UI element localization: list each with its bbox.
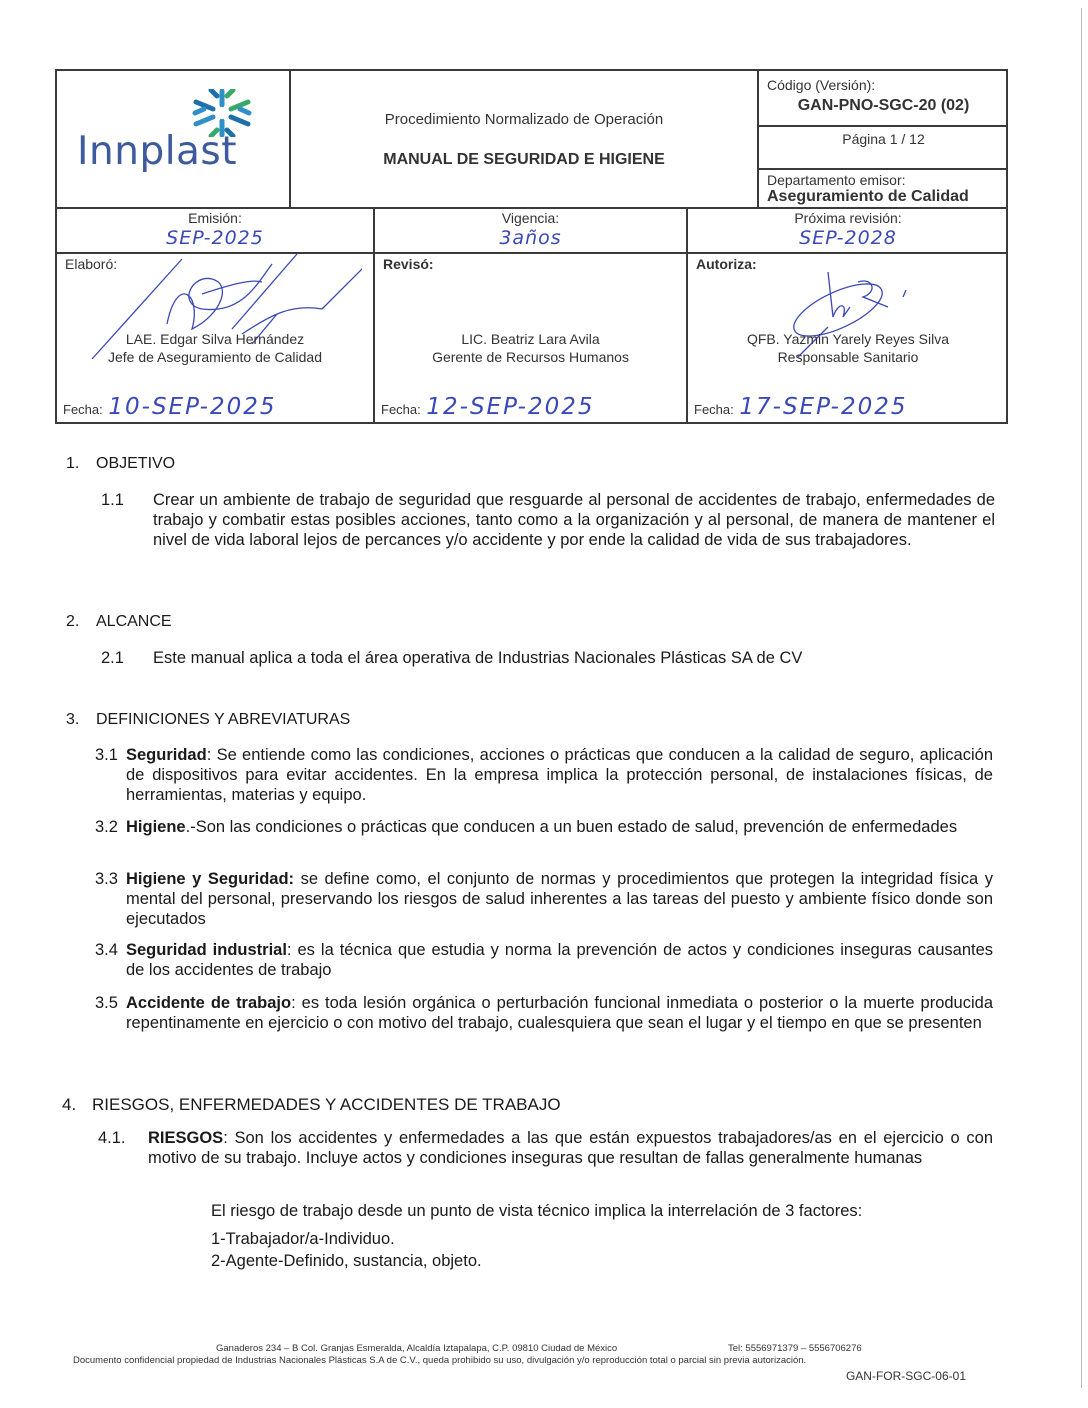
section-title: DEFINICIONES Y ABREVIATURAS <box>96 711 351 728</box>
item-number: 1.1 <box>101 491 124 509</box>
approval-autoriza <box>688 254 1008 422</box>
document-title: MANUAL DE SEGURIDAD E HIGIENE <box>383 151 665 168</box>
item-number: 3.1 <box>95 746 118 764</box>
signer-title: Jefe de Aseguramiento de Calidad <box>107 349 323 365</box>
item-text: Son los accidentes y enfermedades a las que están expuestos trabajadores/as en el ejercicio o con motivo de su trabajo. Incluye actos y condiciones inseguras que resultan de fallas generalmente humanas <box>148 1129 993 1167</box>
term-separator: : <box>223 1129 235 1147</box>
item-number: 3.5 <box>95 994 118 1012</box>
section-title: RIESGOS, ENFERMEDADES Y ACCIDENTES DE TRABAJO <box>92 1095 561 1114</box>
definition-text: es toda lesión orgánica o perturbación funcional inmediata o posterior o la muerte producida repentinamente en ejercicio o con motivo del trabajo, cualesquiera que sean el lugar y el tiempo en que se presenten <box>126 994 993 1032</box>
section-paragraph <box>98 1128 993 1168</box>
definition-text: se define como, el conjunto de normas y procedimientos que protegen la integridad física y mental del personal, preservando los riesgos de salud inherentes a las tareas del puesto y ambiente físico donde son ejecutados <box>126 870 993 928</box>
code-cell <box>759 71 1008 127</box>
definition-item <box>95 745 993 805</box>
definition-item <box>95 940 994 980</box>
vigencia-label: Vigencia: <box>501 210 560 226</box>
item-number: 3.4 <box>95 941 118 959</box>
code-label: Código (Versión): <box>767 77 876 93</box>
section-heading <box>66 613 172 631</box>
page-cell <box>759 127 1008 170</box>
footer-confidentiality: Documento confidencial propiedad de Industrias Nacionales Plásticas S.A de C.V., queda prohibido su uso, divulgación y/o reproducción total o parcial sin previa autorización. <box>73 1355 807 1366</box>
date-label: Fecha: <box>694 402 734 417</box>
definition-term: Higiene <box>126 818 186 836</box>
vigencia-value: 3años <box>499 227 562 249</box>
section-heading <box>66 711 350 729</box>
approval-role: Revisó: <box>383 256 434 272</box>
document-header-table <box>55 69 1008 424</box>
company-wordmark: Innplast <box>77 129 238 174</box>
emision-label: Emisión: <box>188 210 242 226</box>
definition-term: Seguridad <box>126 746 207 764</box>
section-paragraph <box>101 490 995 550</box>
section-number: 2. <box>66 613 80 630</box>
department-label: Departamento emisor: <box>767 172 906 188</box>
definition-item <box>95 869 993 929</box>
approval-date <box>694 394 908 420</box>
risk-intro: El riesgo de trabajo desde un punto de vista técnico implica la interrelación de 3 factores: <box>211 1202 863 1220</box>
vigencia-cell <box>375 207 688 254</box>
date-value: 17-SEP-2025 <box>739 394 908 420</box>
signer-title: Responsable Sanitario <box>777 349 919 365</box>
term-separator: : <box>206 746 217 764</box>
page-number: Página 1 / 12 <box>842 131 925 147</box>
definition-term: Accidente de trabajo <box>126 994 292 1012</box>
term-separator: : <box>291 994 302 1012</box>
term-separator: : <box>286 941 298 959</box>
emision-value: SEP-2025 <box>166 227 264 249</box>
approval-role: Autoriza: <box>696 256 757 272</box>
item-text: Este manual aplica a toda el área operativa de Industrias Nacionales Plásticas SA de CV <box>153 649 803 667</box>
signer-name: LAE. Edgar Silva Hernández <box>125 331 305 347</box>
footer-phone: Tel: 5556971379 – 5556706276 <box>728 1343 862 1354</box>
footer-form-code: GAN-FOR-SGC-06-01 <box>845 1369 966 1383</box>
item-text: Crear un ambiente de trabajo de seguridad que resguarde al personal de accidentes de trabajo, enfermedades de trabajo y combatir estas posibles acciones, tanto como a la organización y al personal, de manera de mantener el nivel de vida laboral lejos de percances y/o accidente y por ende la calidad de vida de sus trabajadores. <box>153 491 995 549</box>
definition-text: Son las condiciones o prácticas que conducen a un buen estado de salud, prevención de enfermedades <box>195 818 958 836</box>
item-number: 2.1 <box>101 649 124 667</box>
approval-date <box>381 394 595 420</box>
proxima-revision-value: SEP-2028 <box>799 227 897 249</box>
definition-item <box>95 993 993 1033</box>
term-separator: .- <box>185 818 196 836</box>
section-number: 1. <box>66 455 80 472</box>
definition-term: Seguridad industrial <box>126 941 287 959</box>
emision-cell <box>57 207 375 254</box>
document-code: GAN-PNO-SGC-20 (02) <box>797 97 970 114</box>
title-cell <box>291 71 759 207</box>
approval-role: Elaboró: <box>65 256 118 272</box>
department-cell <box>759 170 1008 207</box>
section-heading <box>66 455 175 473</box>
date-value: 10-SEP-2025 <box>108 394 277 420</box>
approval-date <box>63 394 277 420</box>
item-number: 4.1. <box>98 1129 126 1147</box>
definition-term: Higiene y Seguridad: <box>126 870 295 888</box>
definition-text: es la técnica que estudia y norma la prevención de actos y condiciones inseguras causantes de los accidentes de trabajo <box>126 941 994 979</box>
page-edge <box>1081 8 1082 1388</box>
definition-text: Se entiende como las condiciones, acciones o prácticas que conducen a la calidad de seguro, aplicación de dispositivos para evitar accidentes. En la empresa implica la protección personal, de instalaciones físicas, de herramientas, materias y equipo. <box>126 746 993 804</box>
risk-factor: 2-Agente-Definido, sustancia, objeto. <box>211 1252 482 1270</box>
approval-elaboro <box>57 254 375 422</box>
date-label: Fecha: <box>63 402 103 417</box>
risk-factor: 1-Trabajador/a-Individuo. <box>211 1230 395 1248</box>
date-label: Fecha: <box>381 402 421 417</box>
footer-address: Ganaderos 234 – B Col. Granjas Esmeralda, Alcaldía Iztapalapa, C.P. 09810 Ciudad de México <box>216 1343 618 1354</box>
section-paragraph <box>101 648 995 668</box>
procedure-type: Procedimiento Normalizado de Operación <box>384 111 664 128</box>
item-number: 3.2 <box>95 818 118 836</box>
section-title: ALCANCE <box>96 613 172 630</box>
date-value: 12-SEP-2025 <box>426 394 595 420</box>
definition-term: RIESGOS <box>148 1129 224 1147</box>
signer-name: LIC. Beatriz Lara Avila <box>461 331 600 347</box>
item-number: 3.3 <box>95 870 118 888</box>
logo-cell <box>57 71 291 207</box>
section-heading <box>62 1095 561 1115</box>
definition-item <box>95 817 993 837</box>
proxima-revision-cell <box>688 207 1008 254</box>
signer-title: Gerente de Recursos Humanos <box>432 349 629 365</box>
section-number: 3. <box>66 711 80 728</box>
approval-reviso <box>375 254 688 422</box>
proxima-revision-label: Próxima revisión: <box>794 210 902 226</box>
section-number: 4. <box>62 1095 77 1114</box>
section-title: OBJETIVO <box>96 455 176 472</box>
signer-name: QFB. Yazmin Yarely Reyes Silva <box>746 331 950 347</box>
department-value: Aseguramiento de Calidad <box>767 188 969 205</box>
